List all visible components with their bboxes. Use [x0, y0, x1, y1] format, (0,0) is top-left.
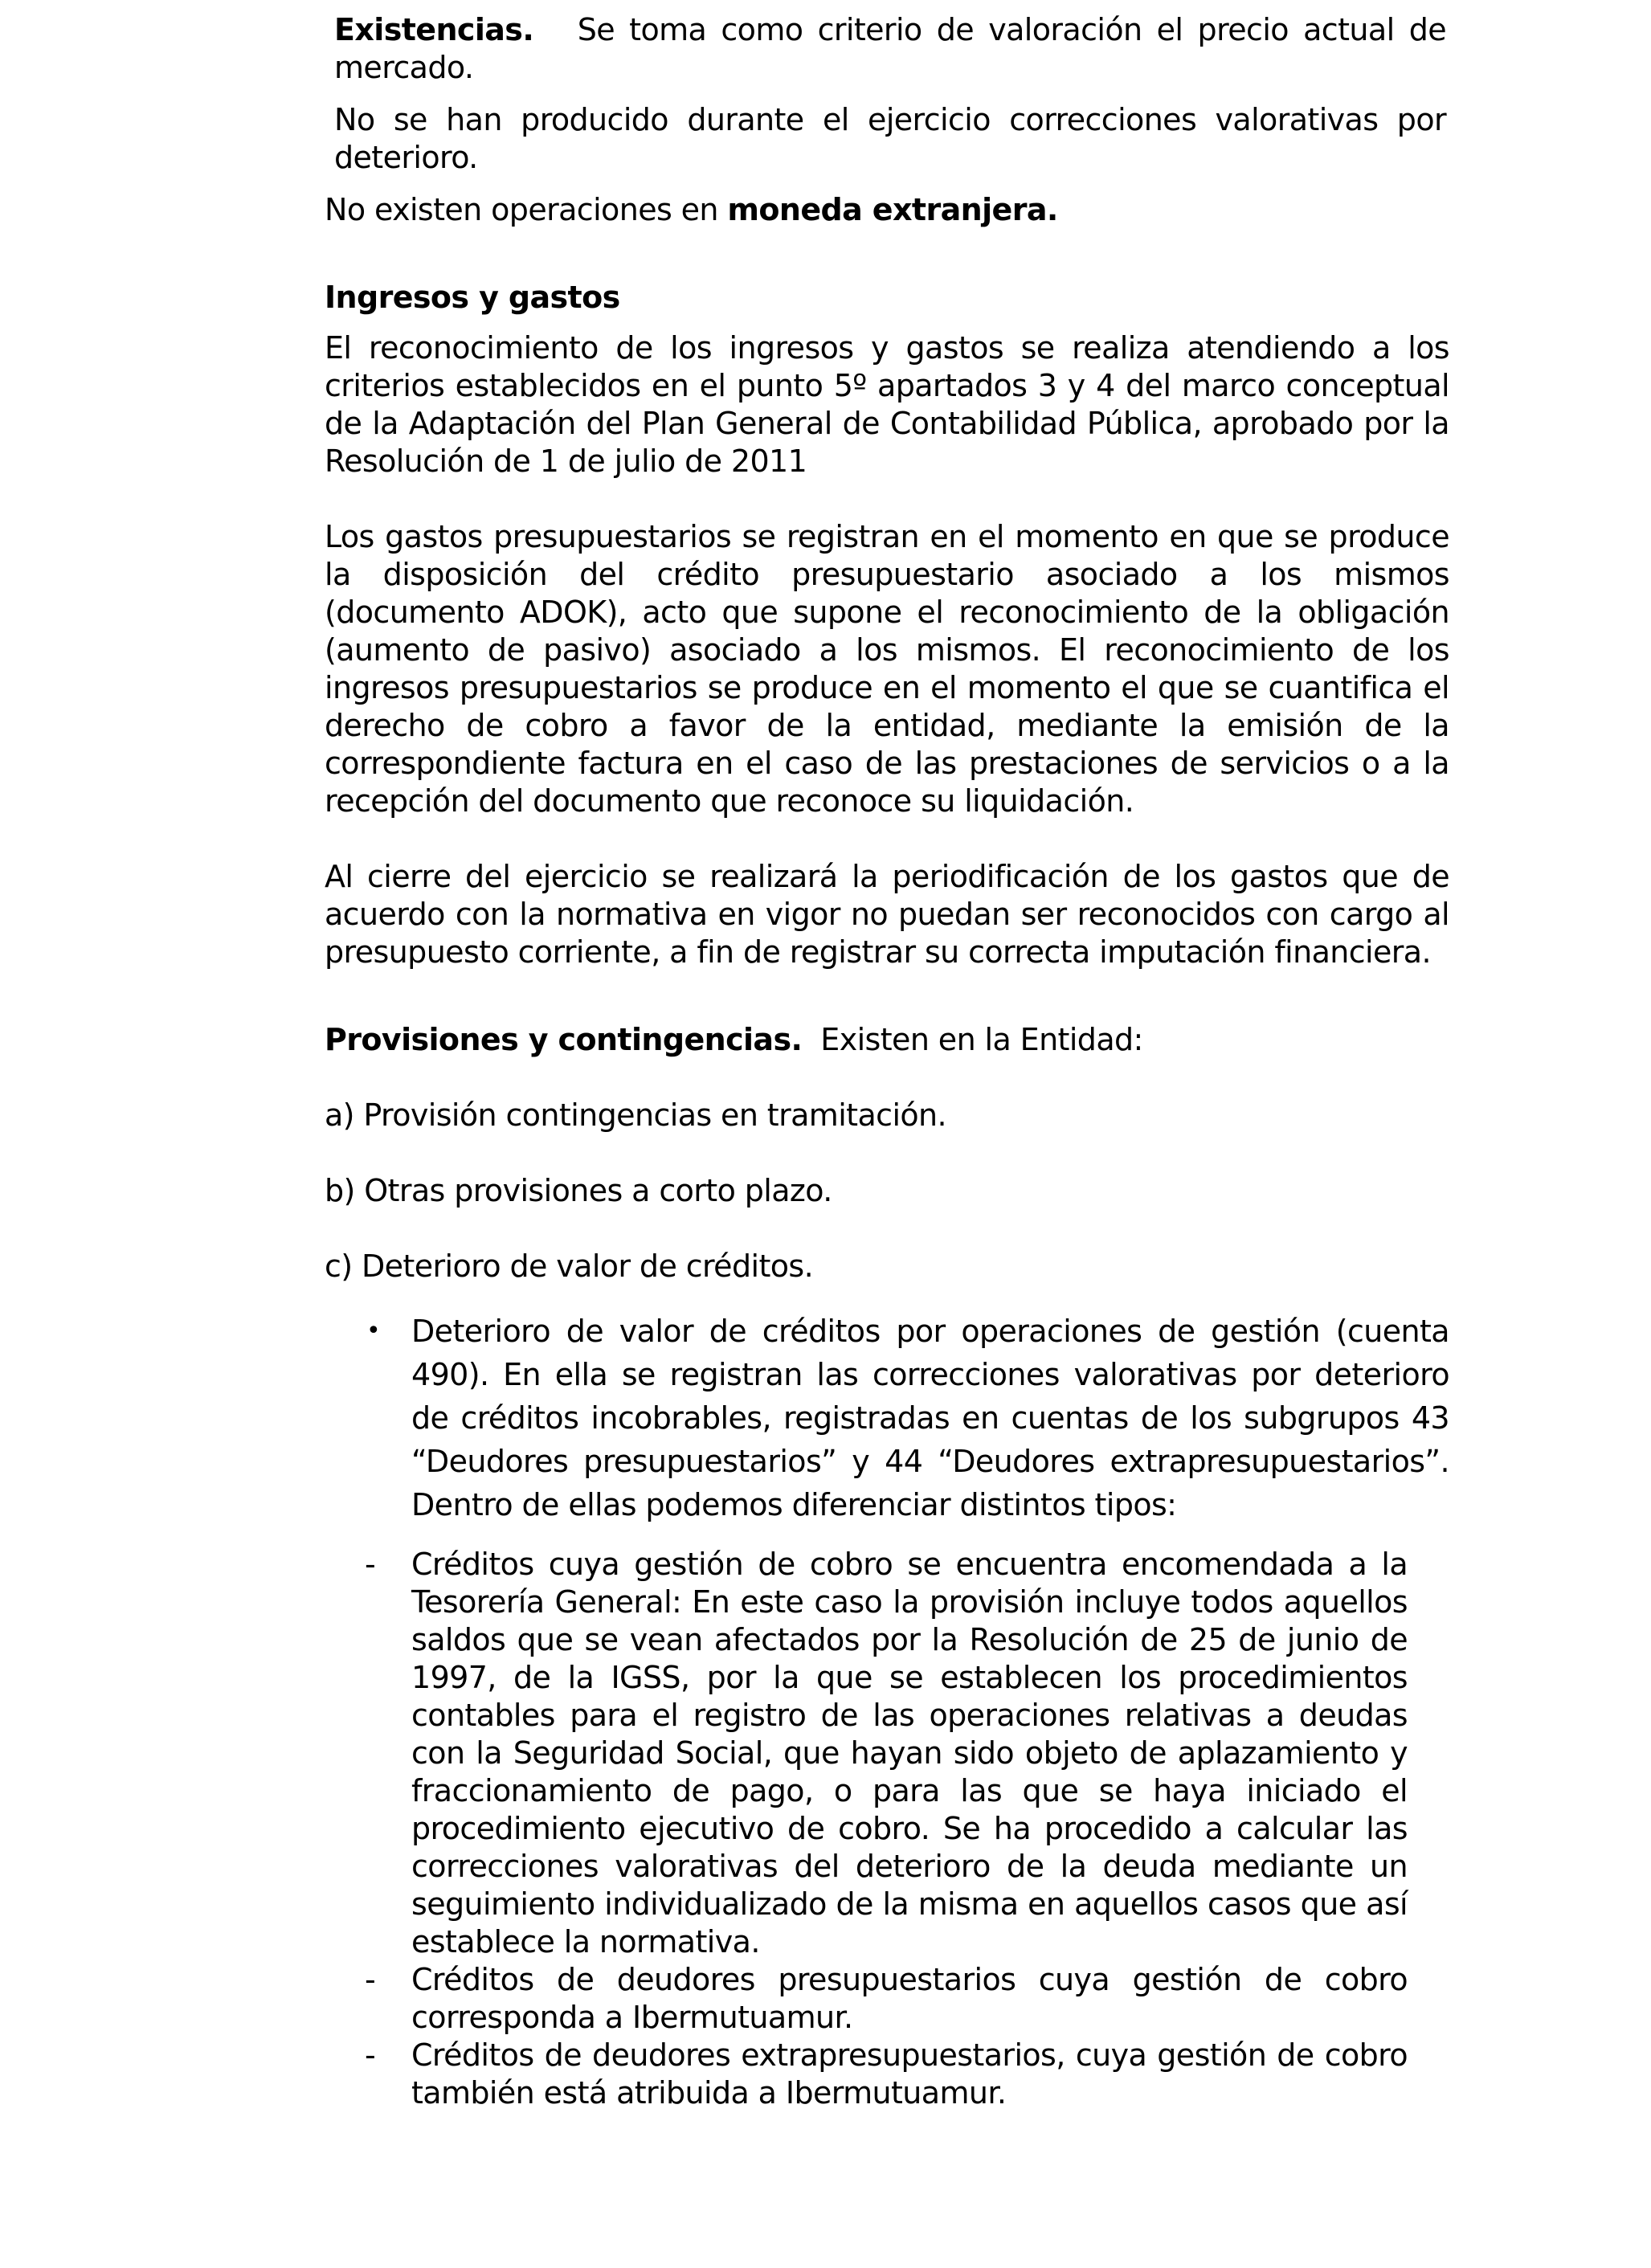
- provision-item-c: c) Deterioro de valor de créditos.: [325, 1248, 814, 1284]
- dash-icon: -: [365, 2037, 376, 2073]
- bullet-item: [325, 1310, 1449, 1526]
- provisiones-paragraph: [325, 1021, 1449, 1059]
- dash-icon: -: [365, 1547, 376, 1582]
- document-page: [325, 11, 1449, 2112]
- existencias-title: Existencias.: [334, 12, 534, 47]
- dash-text-1: Créditos cuya gestión de cobro se encuentra encomendada a la Tesorería General: En este caso la provisión incluye todos aquellos saldos que se vean afectados por la Resolución de 25 de junio de 1997, de la IGSS, por la que se establecen los procedimientos contables para el registro de las operaciones relativas a deudas con la Seguridad Social, que hayan sido objeto de aplazamiento y fraccionamiento de pago, o para las que se haya iniciado el procedimiento ejecutivo de cobro. Se ha procedido a calcular las correcciones valorativas del deterioro de la deuda mediante un seguimiento individualizado de la misma en aquellos casos que así establece la normativa.: [411, 1547, 1408, 1959]
- ingresos-paragraph-3: Al cierre del ejercicio se realizará la periodificación de los gastos que de acuerdo con la normativa en vigor no puedan ser reconocidos con cargo al presupuesto corriente, a fin de registrar su correcta imputación financiera.: [325, 859, 1449, 970]
- provisiones-heading: Provisiones y contingencias.: [325, 1022, 803, 1057]
- provision-item-a: a) Provisión contingencias en tramitación.: [325, 1097, 947, 1133]
- dash-item-1: [325, 1546, 1449, 1961]
- bullet-text: Deterioro de valor de créditos por operaciones de gestión (cuenta 490). En ella se registran las correcciones valorativas por deterioro de créditos incobrables, registradas en cuentas de los subgrupos 43 “Deudores presupuestarios” y 44 “Deudores extrapresupuestarios”. Dentro de ellas podemos diferenciar distintos tipos:: [411, 1314, 1449, 1522]
- existencias-paragraph: [334, 11, 1446, 87]
- moneda-paragraph: [325, 191, 1449, 229]
- dash-item-3: [325, 2037, 1449, 2112]
- ingresos-paragraph-1: El reconocimiento de los ingresos y gastos se realiza atendiendo a los criterios establecidos en el punto 5º apartados 3 y 4 del marco conceptual de la Adaptación del Plan General de Contabilidad Pública, aprobado por la Resolución de 1 de julio de 2011: [325, 330, 1449, 479]
- ingresos-heading: Ingresos y gastos: [325, 280, 620, 315]
- ingresos-paragraph-2: Los gastos presupuestarios se registran en el momento en que se produce la disposición del crédito presupuestario asociado a los mismos (documento ADOK), acto que supone el reconocimiento de la obligación (aumento de pasivo) asociado a los mismos. El reconocimiento de los ingresos presupuestarios se produce en el momento el que se cuantifica el derecho de cobro a favor de la entidad, mediante la emisión de la correspondiente factura en el caso de las prestaciones de servicios o a la recepción del documento que reconoce su liquidación.: [325, 519, 1449, 819]
- existencias-deterioro-paragraph: No se han producido durante el ejercicio correcciones valorativas por deterioro.: [334, 102, 1446, 175]
- provisiones-heading-tail: Existen en la Entidad:: [820, 1022, 1143, 1057]
- dash-icon: -: [365, 1962, 376, 1997]
- dash-text-3: Créditos de deudores extrapresupuestarios, cuya gestión de cobro también está atribuida a Ibermutuamur.: [411, 2037, 1408, 2111]
- moneda-prefix: No existen operaciones en: [325, 192, 718, 227]
- dash-text-2: Créditos de deudores presupuestarios cuya gestión de cobro corresponda a Ibermutuamur.: [411, 1962, 1408, 2035]
- bullet-icon: •: [366, 1317, 381, 1345]
- moneda-bold: moneda extranjera.: [727, 192, 1058, 227]
- existencias-text: Se toma como criterio de valoración el precio actual de mercado.: [334, 12, 1447, 85]
- provision-item-b: b) Otras provisiones a corto plazo.: [325, 1173, 832, 1208]
- dash-item-2: [325, 1961, 1449, 2037]
